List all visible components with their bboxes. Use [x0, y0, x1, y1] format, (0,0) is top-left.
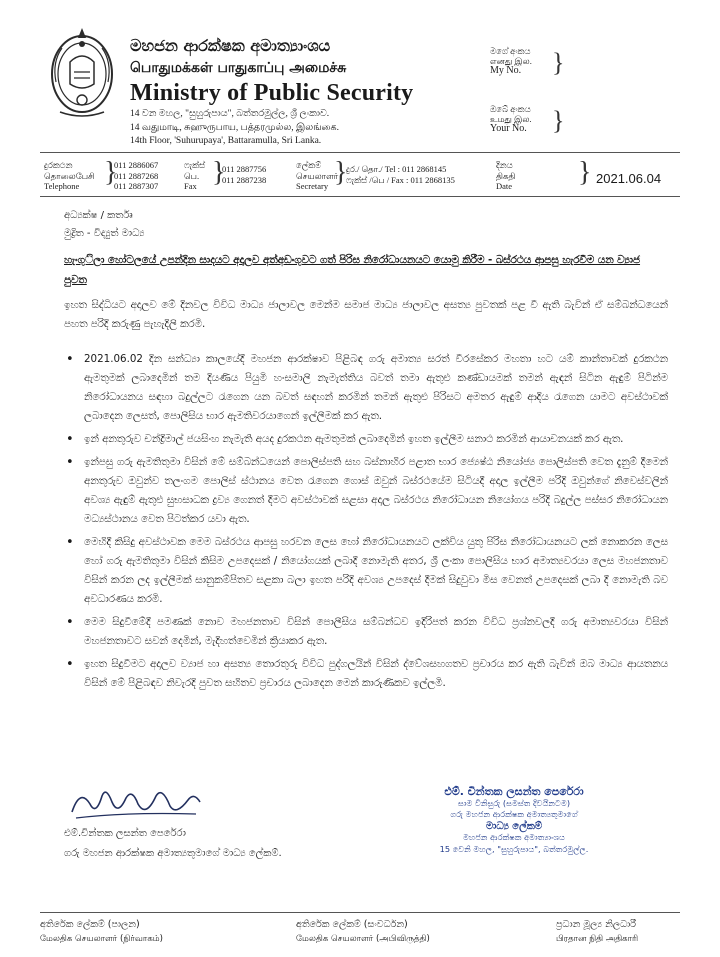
brace-icon: }	[212, 157, 226, 188]
date-label: දිනය திகதி Date	[496, 160, 516, 191]
official-stamp: එම්. චින්තක ලසන්ත පෙරේරා සාම විනිසුරු (සමස්ත දිවයිනටම) ගරු මහජන ආරක්ෂක අමාත්‍යතුමාගේ මාධ්‍ය ලේකම් මහජන ආරක්ෂක අමාත්‍යාංශය 15 වෙනි මහල, "සුහුරුපාය", බත්තරමුල්ල.	[439, 785, 589, 854]
footer-additional-secretary-admin: අතිරේක ලේකම් (පාලන) மேலதிக செயலாளர் (நிர்வாகம்)	[40, 919, 163, 944]
list-item: • මෙහිදී කිසිදු අවස්ථාවක මෙම බස්රථය ආපසු හරවන ලෙස හෝ නිරෝධායනයට ලක්විය යුතු පිරිස නිරෝධායනයට ලක් නොකරන ලෙස හෝ ගරු ඇමතිතුමා විසින් කිසිම උපදෙසක් / නියෝගයක් ලබාදී නොමැති අතර, ශ්‍රී ලංකා පොලිසිය භාර අමාත්‍යවරයා ලෙස මහජනතාව විසින් කරන ලද ඉල්ලීමක් සානුකම්පිතව සළකා බලා ඉහත පරිදි අවශ්‍ය උපදෙස් දීමක් සිදුවුවා මිස වෙනත් උපදෙසක් ලබා දී නොමැති බව අවධාරණය කරමි.	[64, 533, 668, 609]
header-divider	[40, 152, 680, 153]
footer-chief-financial-officer: ප්‍රධාන මූල්‍ය නිලධාරී பிரதான நிதி அதிகாரி	[556, 919, 639, 944]
secretary-label: ලේකම් செயலாளர் Secretary	[296, 160, 339, 191]
brace-icon: }	[334, 157, 348, 188]
list-item: • ඉන්පසු ගරු ඇමතිතුමා විසින් මේ සම්බන්ධයෙන් පොලිස්පති සහ බස්නාහිර පළාත භාර ජ්‍යෙෂ්ඨ නියෝජ්‍ය පොලිස්පති වෙත දැනුම් දීමෙන් අනතුරුව ඔවුන්ව තලංගම පොලිස් ස්ථානය වෙත රැගෙන ගොස් ඔවුන් බස්රථයේම සිටියදී අදාල ඉල්ලීම පරිදි ඔවුන්ගේ නිවෙස්වලින් අවශ්‍ය ඇඳුම් ඇතුළු සුභසාධක ද්‍රව්‍ය ගෙනත් දීමට අවස්ථාවක් සළසා අදාල බස්රථය නිරෝධායන නියෝගය පරිදි බදුල්ල පස්සර නිරෝධායන මධ්‍යස්ථානය වෙත පිටත්කර යවා ඇත.	[64, 453, 668, 529]
my-number-label: මගේ අංකය எனது இல. My No.	[490, 46, 532, 76]
intro-paragraph: ඉහත සිද්ධියට අදාලව මේ දිනවල විවිධ මාධ්‍ය ජාලාවල මෙන්ම සමාජ මාධ්‍ය ජාලාවල අසත්‍ය පුවතක් පළ වී ඇති බැවින් ඒ සම්බන්ධයෙන් පහත පරිදි කරුණු පැහැදිලි කරමි.	[64, 299, 668, 330]
footer-divider	[40, 912, 680, 913]
handwritten-signature	[66, 782, 206, 826]
brace-icon: }	[552, 106, 565, 135]
secretary-contacts: දුර./ தொ./ Tel : 011 2868145 ෆැක්ස් /பெ / Fax : 011 2868135	[346, 164, 455, 185]
address-sinhala: 14 වන මහල, "සුහුරුපාය", බත්තරමුල්ල, ශ්‍රී ලංකාව.	[130, 109, 330, 119]
signatory-title: ගරු මහජන ආරක්ෂක අමාත්‍යතුමාගේ මාධ්‍ය ලේකම්.	[64, 848, 282, 859]
addressee-line-1: අධ්‍යක්ෂ / කර්තෘ	[64, 210, 133, 221]
address-english: 14th Floor, 'Suhurupaya', Battaramulla, Sri Lanka.	[130, 136, 322, 146]
list-item: • මෙම සිදුවීමේදී පමණක් නොව මහජනතාව විසින් පොලීසිය සම්බන්ධව ඉදිරිපත් කරන විවිධ ප්‍රශ්නවලදී ගරු අමාත්‍යවරයා විසින් මහජනතාවට සවන් දෙමින්, මැදිහත්වෙමින් ක්‍රියාකර ඇත.	[64, 613, 668, 651]
brace-icon: }	[552, 48, 565, 77]
ministry-name-english: Ministry of Public Security	[130, 80, 414, 106]
fax-label: ෆැක්ස් பெ. Fax	[184, 160, 206, 191]
brace-icon: }	[104, 157, 118, 188]
contact-divider	[40, 196, 680, 197]
ministry-name-sinhala: මහජන ආරක්ෂක අමාත්‍යාංශය	[130, 36, 331, 55]
list-item: • ඉහත සිදුවීමට අදාලව ව්‍යාජ හා අසත්‍ය තොරතුරු විවිධ පුද්ගලයින් විසින් ද්වේශසහගතව ප්‍රචාරය කර ඇති බැවින් ඔබ මාධ්‍ය ආයතනය විසින් මේ පිළිබඳව නිවැරදි පුවත සහිතව ප්‍රචාරය ලබාදෙන මෙන් කාරුණිකව ඉල්ලමි.	[64, 655, 668, 693]
list-item: • ඉන් අනතුරුව චන්ද්‍රිමාල් ජයසිංහ නැමැති අයද දුරකථන ඇමතුමක් ලබාදෙමින් ඉහත ඉල්ලීම සනාථ කරමින් ආයාචනයක් කර ඇත.	[64, 430, 668, 449]
brace-icon: }	[578, 157, 592, 188]
your-number-label: ඔබේ අංකය உமது இல. Your No.	[490, 104, 532, 134]
ministry-name-tamil: பொதுமக்கள் பாதுகாப்பு அமைச்சு	[130, 60, 347, 76]
fax-numbers: 011 2887756 011 2887238	[222, 164, 267, 185]
letter-date: 2021.06.04	[596, 171, 662, 186]
list-item: • 2021.06.02 දින සන්ධ්‍යා කාලයේදී මහජන ආරක්ෂාව පිළිබඳ ගරු අමාත්‍ය සරත් වීරසේකර මහතා හට යම් කාන්තාවක් දුරකථන ඇමතුමක් ලබාදෙමින් තම දියණිය පියුමි හංසමාලි නැමැත්තිය බවත් තමා ඇතුළු කණ්ඩායමක් තමන් ඇඳන් සිටින ඇඳුම් පිටින්ම නිරෝධායනය සඳහා බදුල්ලට රැගෙන යන බවත් සඳහන් කරමින් තමන් ඇතුළු පිරිසට අමතර ඇඳුම් ආදිය රැගෙන යාමට අවස්ථාවක් ලබාදෙන ලෙසත්, පොලිසිය භාර ඇමතිවරයාගෙන් ඉල්ලීමක් කර ඇත.	[64, 350, 668, 426]
points-list	[64, 350, 668, 697]
footer-additional-secretary-development: අතිරේක ලේකම් (සංවර්ධන) மேலதிக செயலாளர் (அபிவிருத்தி)	[296, 919, 430, 944]
signatory-name: එම්.චින්තක ලසන්ත පෙරේරා	[64, 828, 186, 839]
telephone-numbers: 011 2886067 011 2887268 011 2887307	[114, 160, 159, 191]
addressee-line-2: මුද්‍රිත - විද්‍යුත් මාධ්‍ය	[64, 228, 145, 239]
telephone-label: දුරකථන தொலைபேசி Telephone	[44, 160, 95, 191]
letter-subject: හැංගුිලා හෝටලයේ උපන්දින සාදයට අදාලව අත්අඩංගුවට ගත් පිරිස නිරෝධායනයට යොමු කිරීම - බස්රථය ආපසු හැරවීම යන ව්‍යාජ පුවත	[64, 254, 641, 286]
sri-lanka-emblem	[44, 22, 120, 122]
address-tamil: 14 வதுமாடி, சுஹுருபாய, பத்தரமுல்ல, இலங்கை.	[130, 123, 339, 133]
